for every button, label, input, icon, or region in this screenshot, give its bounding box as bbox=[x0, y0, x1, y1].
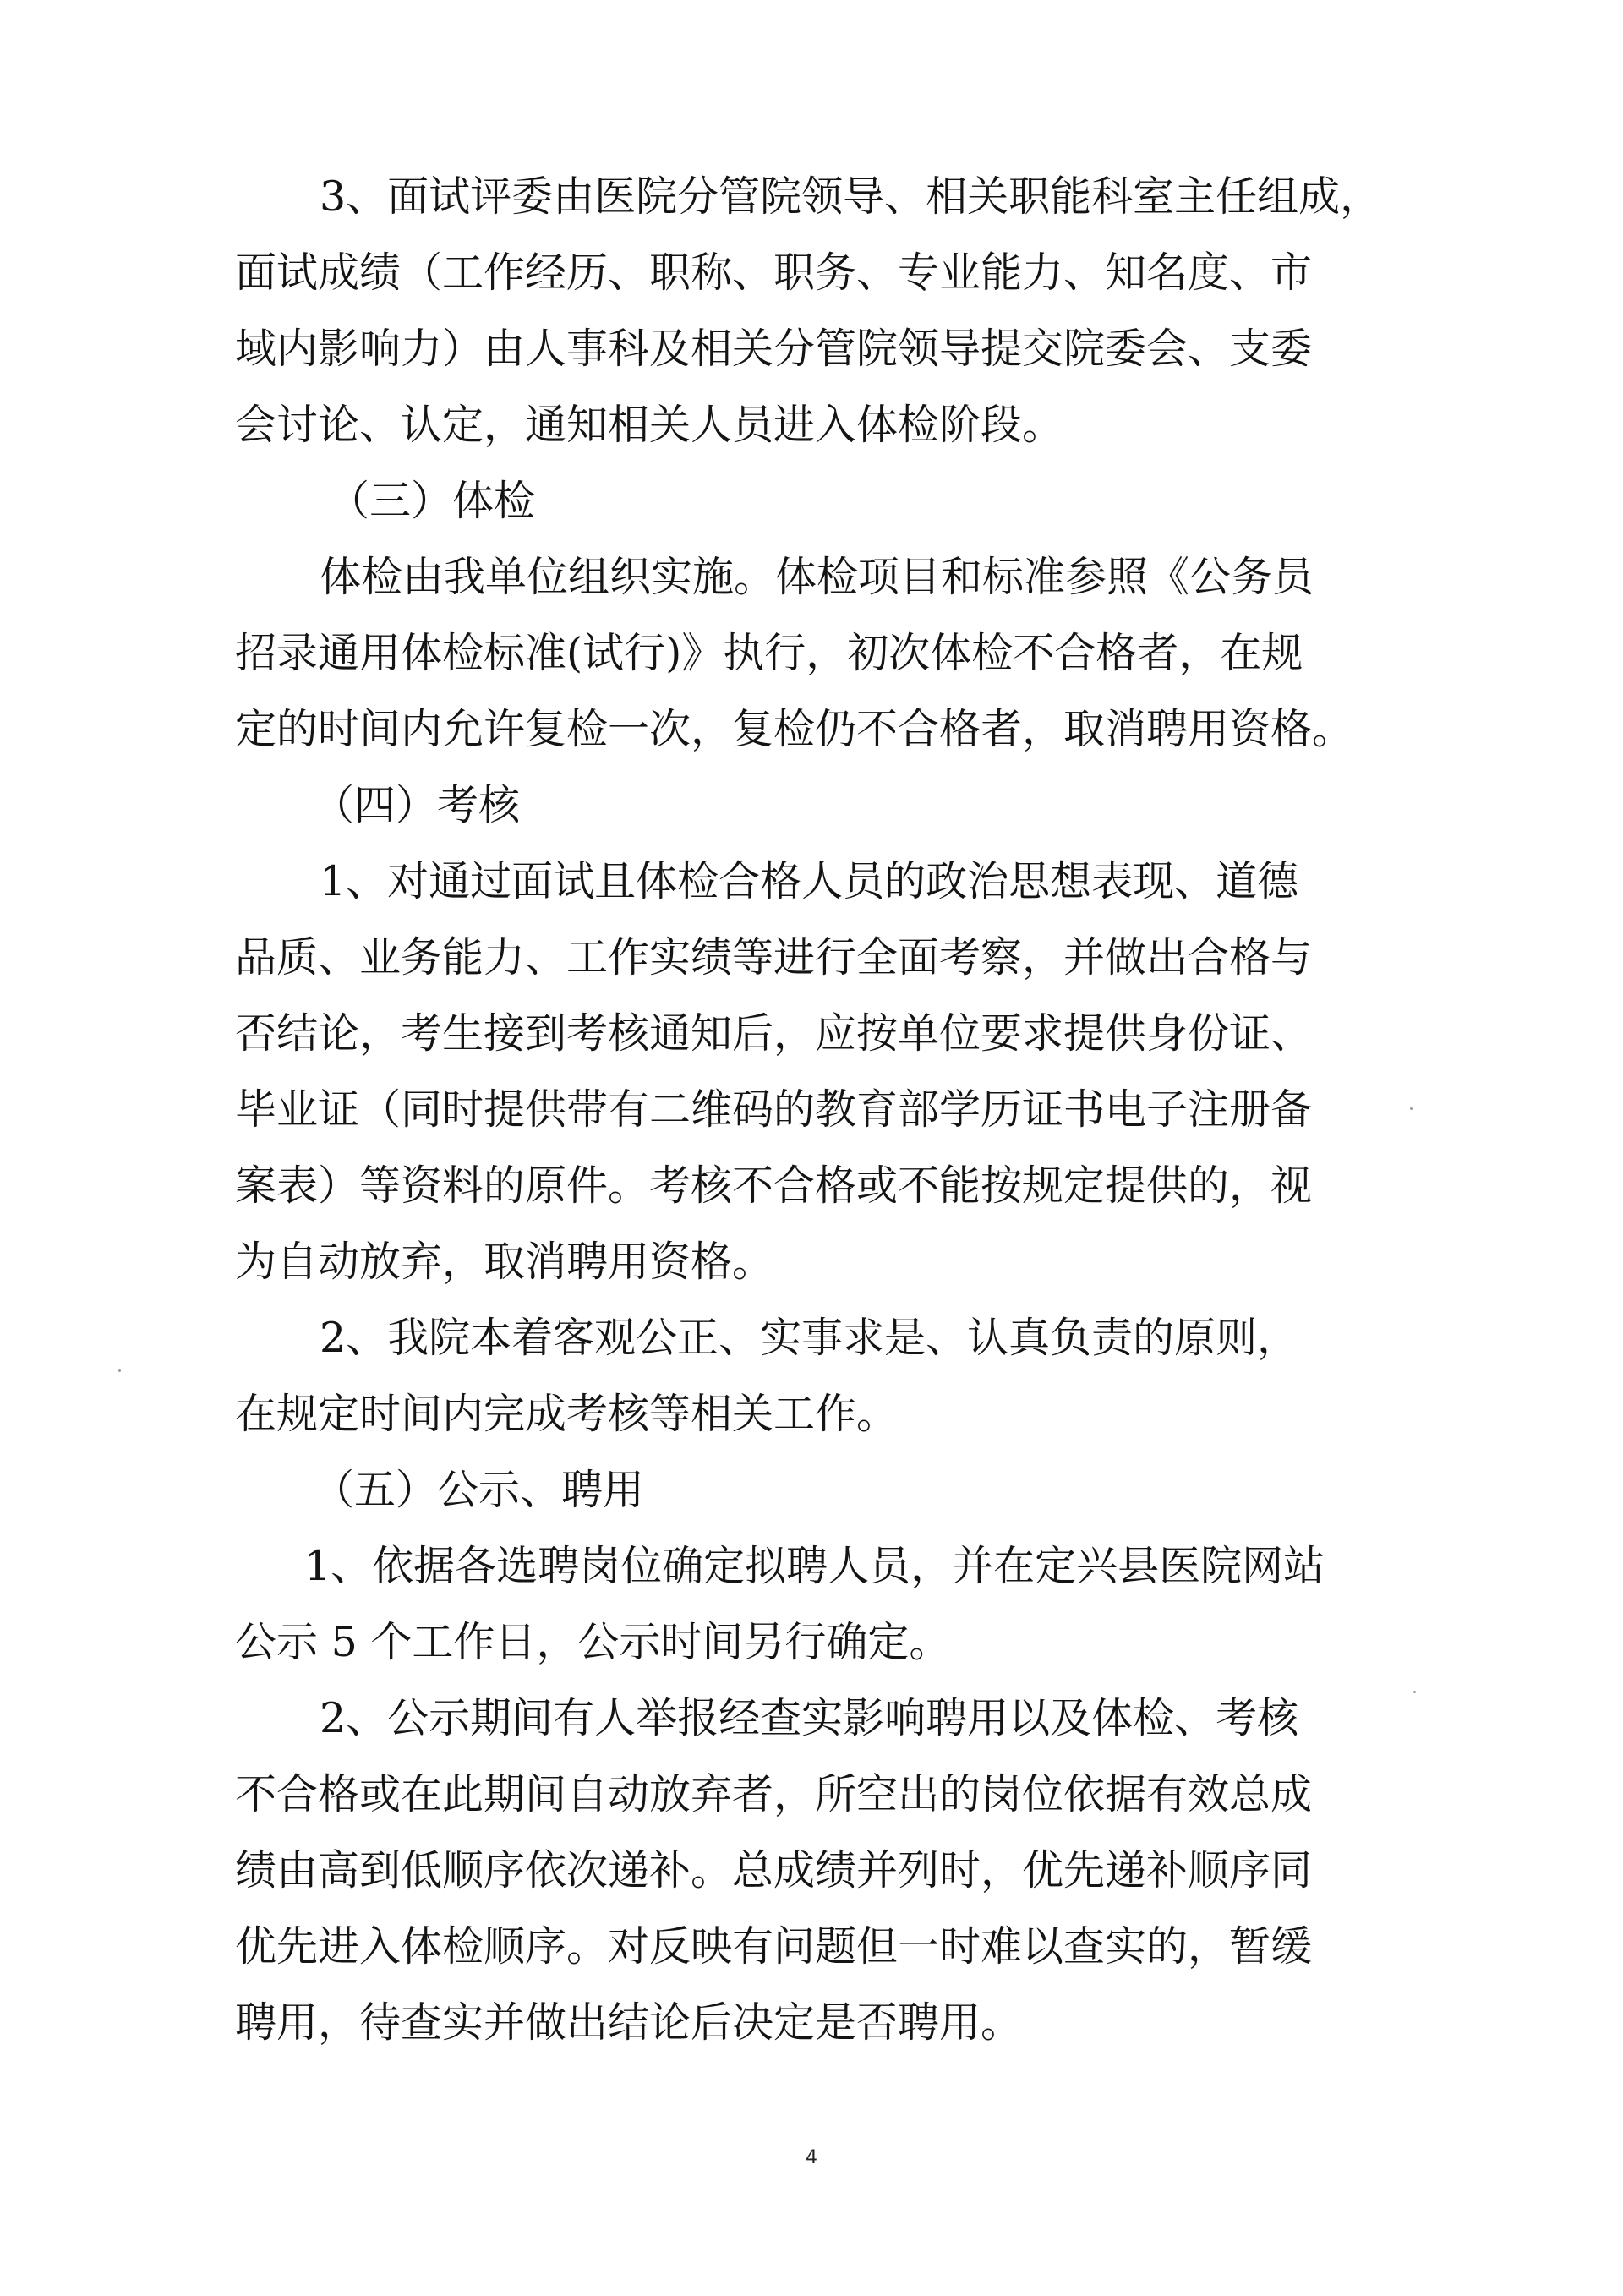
paragraph-line: 面试成绩（工作经历、职称、职务、专业能力、知名度、市 bbox=[235, 249, 1313, 297]
paragraph-line: 会讨论、认定，通知相关人员进入体检阶段。 bbox=[235, 401, 1064, 449]
paragraph-line: 品质、业务能力、工作实绩等进行全面考察，并做出合格与 bbox=[235, 933, 1313, 981]
document-body bbox=[235, 159, 1393, 2061]
section-heading-assessment: （四）考核 bbox=[313, 781, 521, 829]
paragraph-line: 案表）等资料的原件。考核不合格或不能按规定提供的，视 bbox=[235, 1162, 1313, 1210]
paragraph-line: 1、依据各选聘岗位确定拟聘人员，并在定兴县医院网站 bbox=[304, 1542, 1325, 1590]
paragraph-line: 毕业证（同时提供带有二维码的教育部学历证书电子注册备 bbox=[235, 1085, 1313, 1134]
scan-speck bbox=[118, 1369, 121, 1372]
paragraph-line: 1、对通过面试且体检合格人员的政治思想表现、道德 bbox=[320, 857, 1299, 905]
paragraph-line: 否结论，考生接到考核通知后，应按单位要求提供身份证、 bbox=[235, 1009, 1313, 1058]
scan-speck bbox=[1410, 1107, 1413, 1110]
paragraph-line: 在规定时间内完成考核等相关工作。 bbox=[235, 1390, 899, 1438]
page-number: 4 bbox=[806, 2147, 817, 2168]
paragraph-line: 绩由高到低顺序依次递补。总成绩并列时，优先递补顺序同 bbox=[235, 1846, 1313, 1894]
paragraph-line: 3、面试评委由医院分管院领导、相关职能科室主任组成， bbox=[320, 172, 1382, 221]
scan-speck bbox=[1413, 1691, 1416, 1693]
paragraph-line: 聘用，待查实并做出结论后决定是否聘用。 bbox=[235, 1998, 1023, 2047]
paragraph-line: 定的时间内允许复检一次，复检仍不合格者，取消聘用资格。 bbox=[235, 705, 1354, 753]
paragraph-line: 不合格或在此期间自动放弃者，所空出的岗位依据有效总成 bbox=[235, 1770, 1313, 1818]
paragraph-line: 域内影响力）由人事科及相关分管院领导提交院委会、支委 bbox=[235, 325, 1313, 373]
paragraph-line: 招录通用体检标准(试行)》执行，初次体检不合格者，在规 bbox=[235, 629, 1303, 677]
paragraph-line: 公示 5 个工作日，公示时间另行确定。 bbox=[235, 1618, 951, 1666]
paragraph-line: 优先进入体检顺序。对反映有问题但一时难以查实的，暂缓 bbox=[235, 1922, 1313, 1971]
paragraph-line: 2、公示期间有人举报经查实影响聘用以及体检、考核 bbox=[320, 1694, 1299, 1742]
paragraph-line: 2、我院本着客观公正、实事求是、认真负责的原则， bbox=[320, 1314, 1299, 1362]
section-heading-physical-exam: （三）体检 bbox=[328, 477, 536, 525]
section-heading-publicity-hiring: （五）公示、聘用 bbox=[313, 1466, 645, 1514]
paragraph-line: 体检由我单位组织实施。体检项目和标准参照《公务员 bbox=[320, 553, 1314, 601]
paragraph-line: 为自动放弃，取消聘用资格。 bbox=[235, 1238, 774, 1286]
